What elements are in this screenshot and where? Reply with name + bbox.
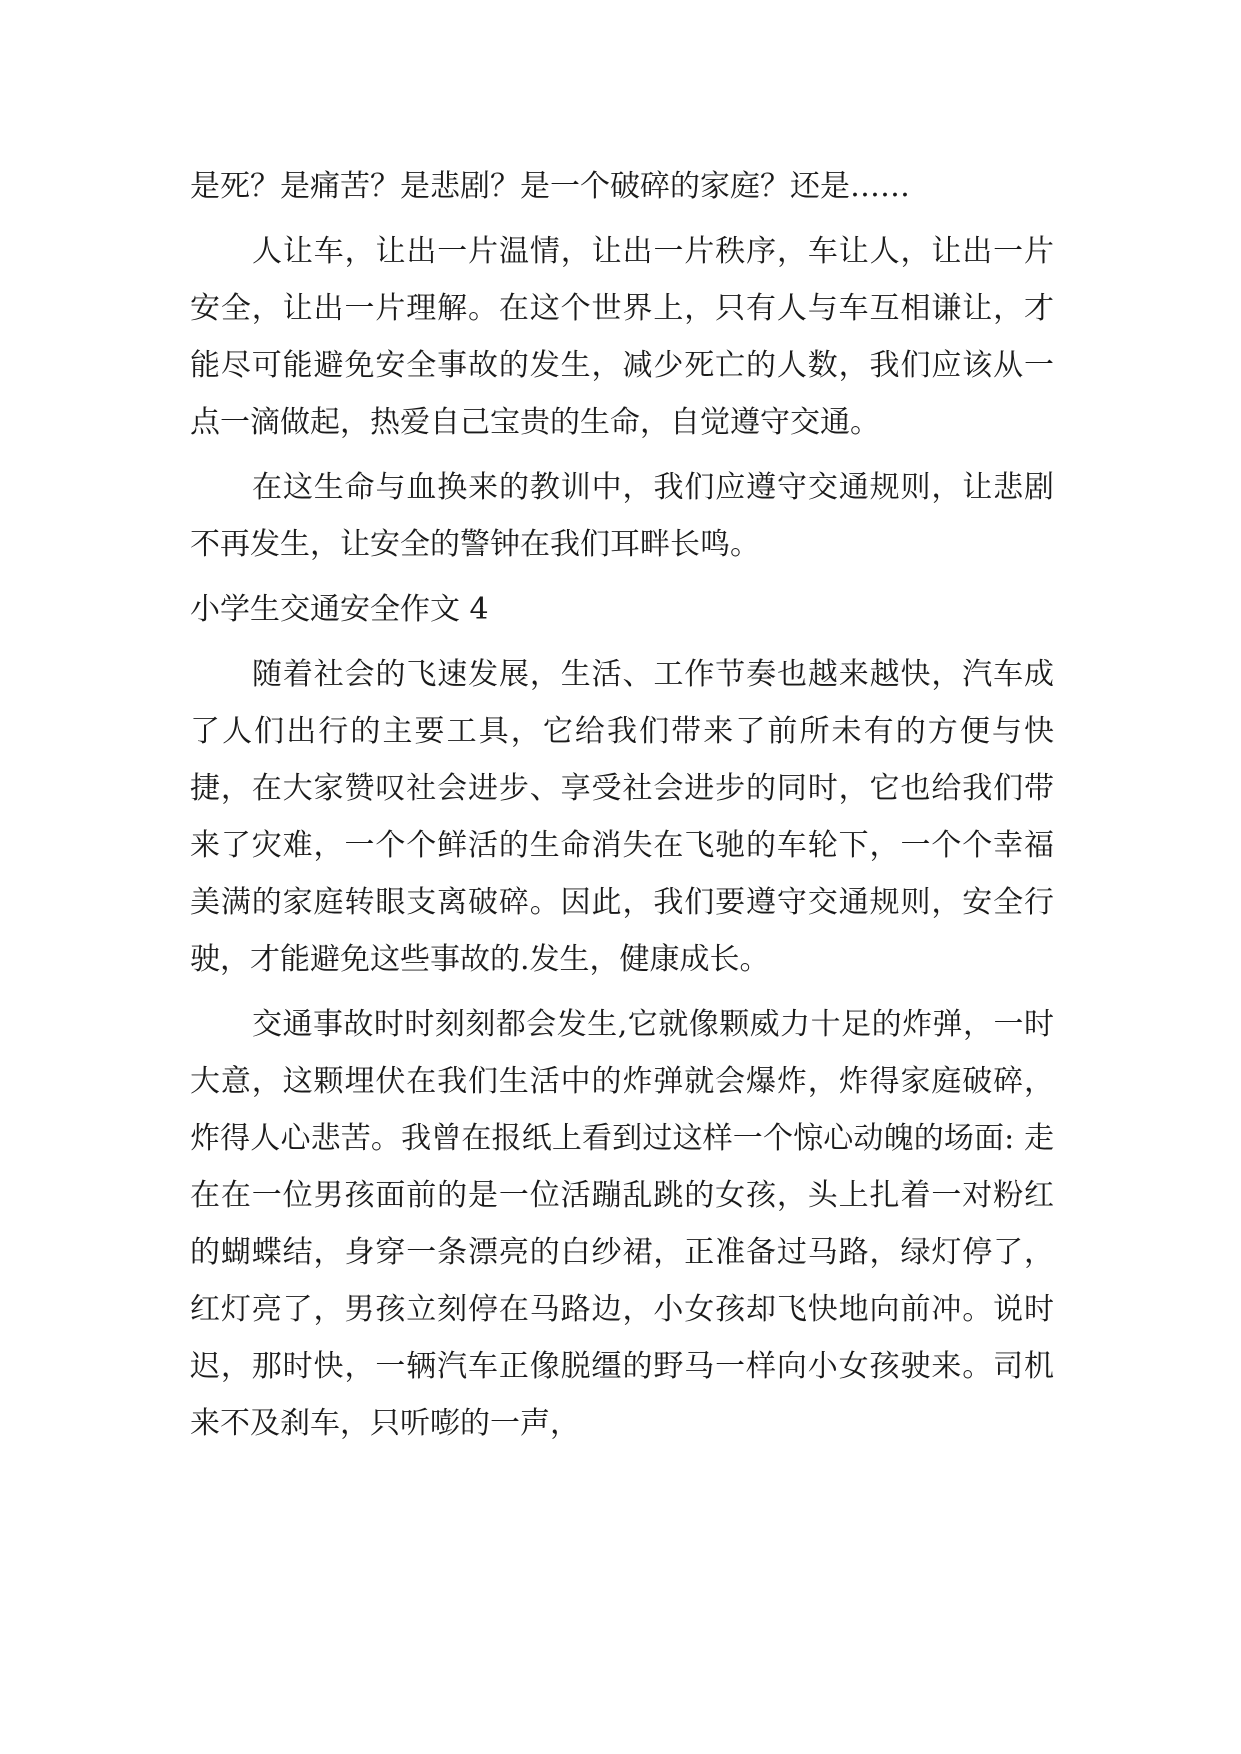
document-body (190, 158, 1054, 1460)
paragraph-1: 是死？是痛苦？是悲剧？是一个破碎的家庭？还是…… (190, 169, 910, 204)
paragraph-5: 交通事故时时刻刻都会发生,它就像颗威力十足的炸弹，一时大意，这颗埋伏在我们生活中的炸弹就会爆炸，炸得家庭破碎，炸得人心悲苦。我曾在报纸上看到过这样一个惊心动魄的场面: 走在在一位男孩面前的是一位活蹦乱跳的女孩，头上扎着一对粉红的蝴蝶结，身穿一条漂亮的白纱裙，正准备过马路，绿灯停了，红灯亮了，男孩立刻停在马路边，小女孩却飞快地向前冲。说时迟，那时快，一辆汽车正像脱缰的野马一样向小女孩驶来。司机来不及刹车，只听嘭的一声， (190, 1007, 1054, 1441)
paragraph-4: 随着社会的飞速发展，生活、工作节奏也越来越快，汽车成了人们出行的主要工具，它给我们带来了前所未有的方便与快捷，在大家赞叹社会进步、享受社会进步的同时，它也给我们带来了灾难，一个个鲜活的生命消失在飞驰的车轮下，一个个幸福美满的家庭转眼支离破碎。因此，我们要遵守交通规则，安全行驶，才能避免这些事故的.发生，健康成长。 (190, 657, 1054, 977)
paragraph-3: 在这生命与血换来的教训中，我们应遵守交通规则，让悲剧不再发生，让安全的警钟在我们耳畔长鸣。 (190, 470, 1054, 562)
paragraph-2: 人让车，让出一片温情，让出一片秩序，车让人，让出一片安全，让出一片理解。在这个世界上，只有人与车互相谦让，才能尽可能避免安全事故的发生，减少死亡的人数，我们应该从一点一滴做起，热爱自己宝贵的生命，自觉遵守交通。 (190, 234, 1054, 440)
section-heading: 小学生交通安全作文 4 (190, 592, 489, 627)
